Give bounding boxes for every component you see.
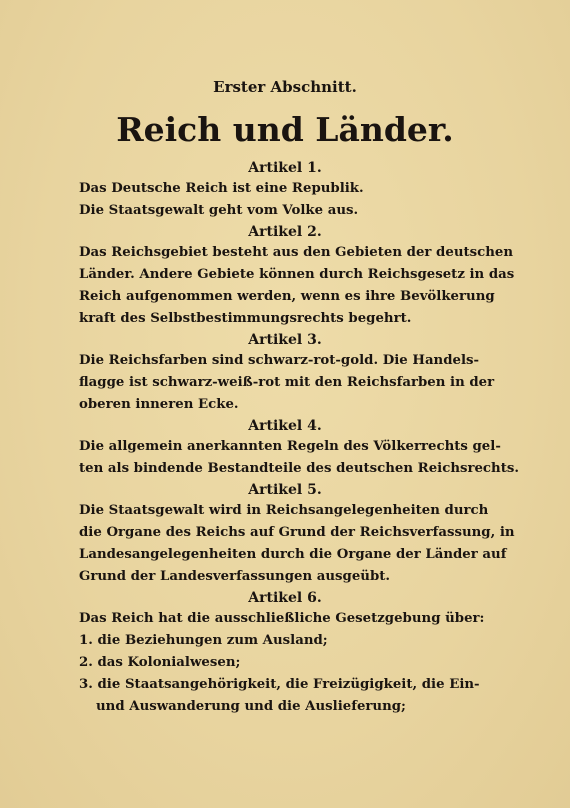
text-line: Reich aufgenommen werden, wenn es ihre Bevölkerung bbox=[79, 289, 495, 304]
list-item: 1. die Beziehungen zum Ausland; bbox=[79, 633, 328, 648]
article-5-text bbox=[79, 500, 515, 588]
text-line: Grund der Landesverfassungen ausgeübt. bbox=[79, 569, 391, 584]
text-line: kraft des Selbstbestimmungsrechts begehrt. bbox=[79, 311, 412, 326]
section-heading: Erster Abschnitt. bbox=[213, 78, 357, 96]
article-3-label: Artikel 3. bbox=[248, 332, 322, 348]
text-line: flagge ist schwarz-weiß-rot mit den Reichsfarben in der bbox=[79, 375, 495, 390]
text-line: Das Deutsche Reich ist eine Republik. bbox=[79, 181, 364, 196]
article-6-text bbox=[79, 608, 485, 718]
text-line: Das Reichsgebiet besteht aus den Gebieten der deutschen bbox=[79, 245, 514, 260]
article-6-intro: Das Reich hat die ausschließliche Gesetzgebung über: bbox=[79, 611, 485, 626]
text-line: Die Reichsfarben sind schwarz-rot-gold. Die Handels- bbox=[79, 353, 480, 368]
text-line: oberen inneren Ecke. bbox=[79, 397, 239, 412]
article-6-label: Artikel 6. bbox=[248, 590, 322, 606]
text-line: Die allgemein anerkannten Regeln des Völkerrechts gel- bbox=[79, 439, 501, 454]
document-title: Reich und Länder. bbox=[116, 110, 454, 149]
article-2-text bbox=[79, 242, 515, 330]
text-line: Länder. Andere Gebiete können durch Reichsgesetz in das bbox=[79, 267, 515, 282]
text-line: Landesangelegenheiten durch die Organe der Länder auf bbox=[79, 547, 507, 562]
article-4-label: Artikel 4. bbox=[248, 418, 322, 434]
list-item: 2. das Kolonialwesen; bbox=[79, 655, 241, 670]
article-1-text bbox=[79, 178, 449, 222]
article-1-label: Artikel 1. bbox=[248, 160, 322, 176]
article-2-label: Artikel 2. bbox=[248, 224, 322, 240]
text-line: Die Staatsgewalt wird in Reichsangelegenheiten durch bbox=[79, 503, 489, 518]
text-line: die Organe des Reichs auf Grund der Reichsverfassung, in bbox=[79, 525, 515, 540]
text-line: Die Staatsgewalt geht vom Volke aus. bbox=[79, 203, 359, 218]
list-item: und Auswanderung und die Auslieferung; bbox=[96, 699, 406, 714]
article-3-text bbox=[79, 350, 495, 416]
list-item: 3. die Staatsangehörigkeit, die Freizügigkeit, die Ein- bbox=[79, 677, 480, 692]
article-4-text bbox=[79, 436, 519, 480]
document-content bbox=[0, 76, 570, 718]
article-5-label: Artikel 5. bbox=[248, 482, 322, 498]
text-line: ten als bindende Bestandteile des deutschen Reichsrechts. bbox=[79, 461, 519, 476]
